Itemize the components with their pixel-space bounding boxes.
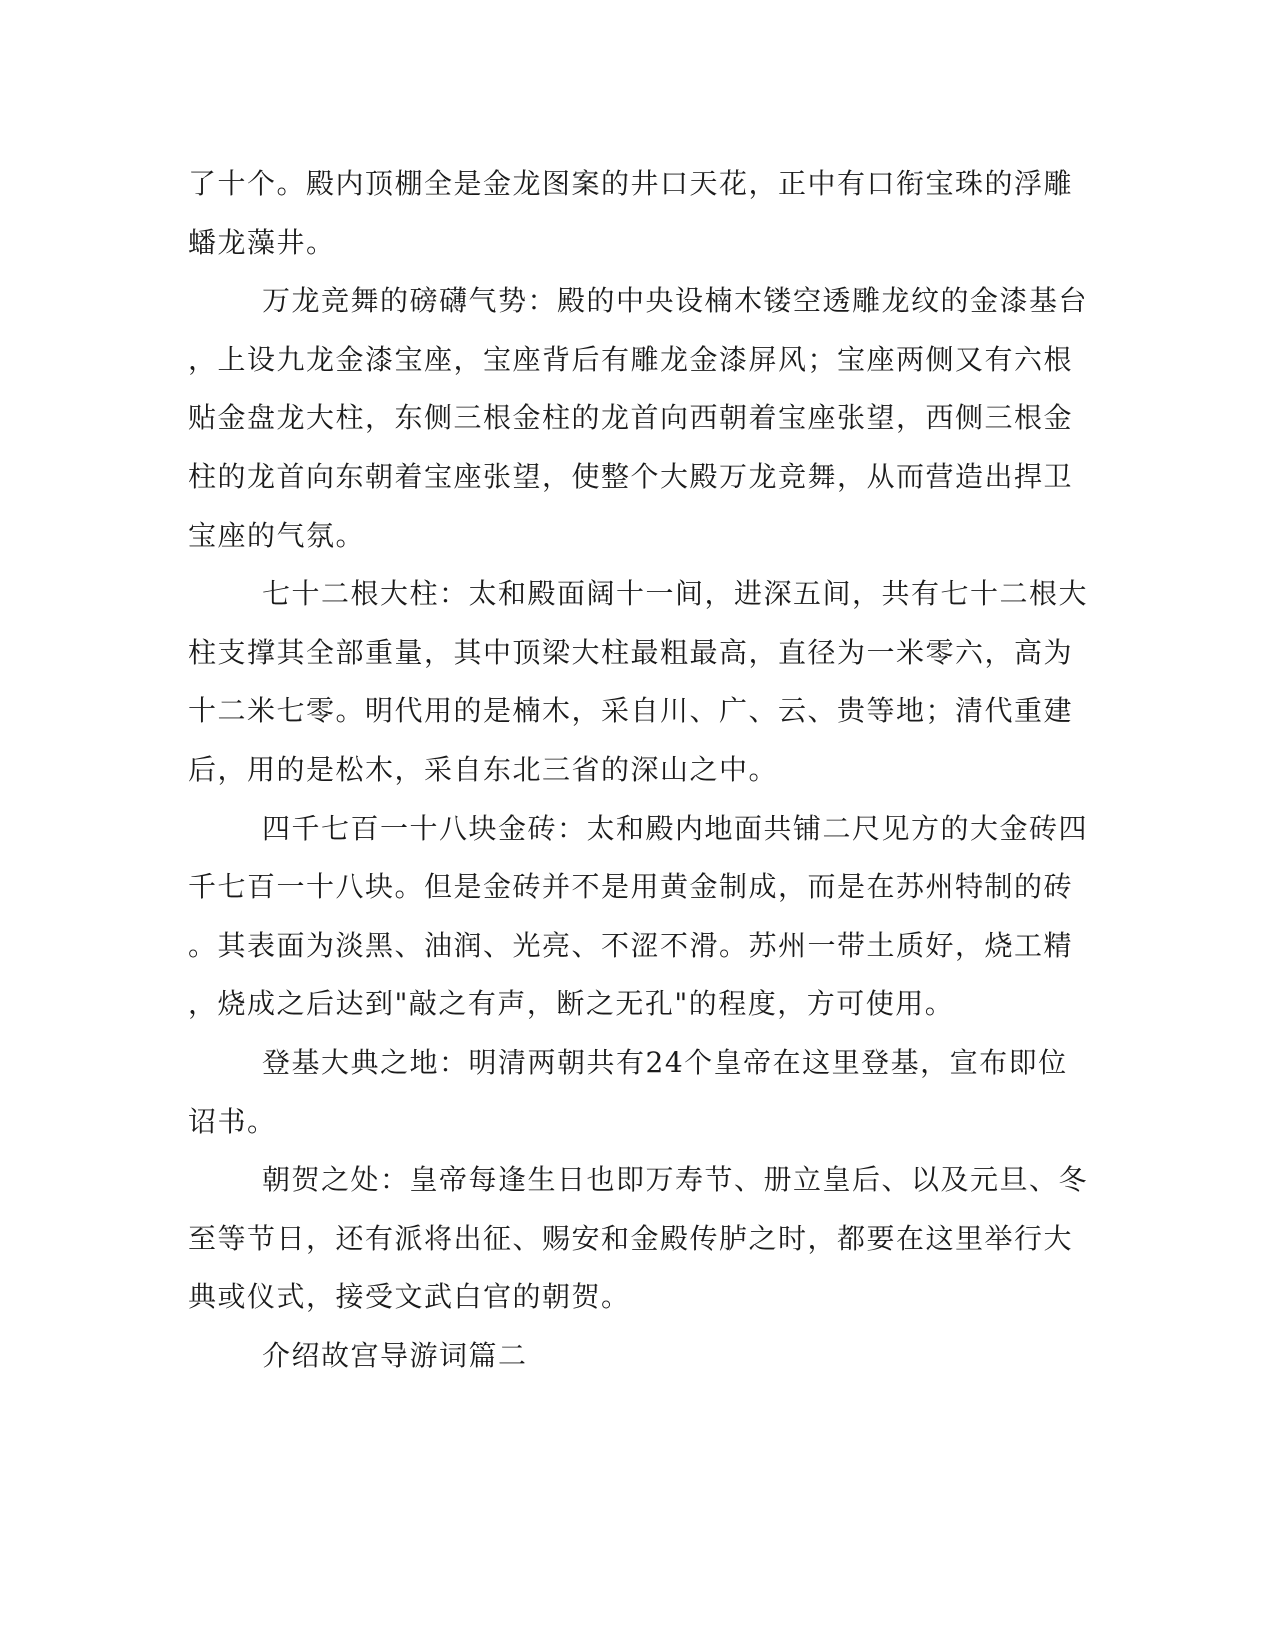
text-line: ，烧成之后达到"敲之有声，断之无孔"的程度，方可使用。 [188, 987, 955, 1021]
text-line: 了十个。殿内顶棚全是金龙图案的井口天花，正中有口衔宝珠的浮雕 [188, 167, 1074, 200]
text-line: ，上设九龙金漆宝座，宝座背后有雕龙金漆屏风；宝座两侧又有六根 [188, 342, 1074, 376]
paragraph-start-line: 万龙竞舞的磅礴气势：殿的中央设楠木镂空透雕龙纹的金漆基台 [262, 284, 1089, 318]
text-line: 蟠龙藻井。 [188, 225, 336, 259]
paragraph-start-line: 朝贺之处：皇帝每逢生日也即万寿节、册立皇后、以及元旦、冬 [262, 1163, 1089, 1197]
text-line: 千七百一十八块。但是金砖并不是用黄金制成，而是在苏州特制的砖 [188, 870, 1074, 904]
text-line: 。其表面为淡黑、油润、光亮、不涩不滑。苏州一带土质好，烧工精 [188, 928, 1074, 962]
text-line: 宝座的气氛。 [188, 518, 366, 552]
paragraph-start-line: 四千七百一十八块金砖：太和殿内地面共铺二尺见方的大金砖四 [262, 811, 1089, 845]
body-text [188, 155, 1089, 1385]
text-line: 贴金盘龙大柱，东侧三根金柱的龙首向西朝着宝座张望，西侧三根金 [188, 401, 1074, 435]
section-heading: 介绍故宫导游词篇二 [262, 1338, 528, 1372]
text-line: 典或仪式，接受文武白官的朝贺。 [188, 1280, 631, 1314]
text-line: 至等节日，还有派将出征、赐安和金殿传胪之时，都要在这里举行大 [188, 1221, 1074, 1255]
text-line: 柱的龙首向东朝着宝座张望，使整个大殿万龙竞舞，从而营造出捍卫 [188, 459, 1074, 493]
text-line: 十二米七零。明代用的是楠木，采自川、广、云、贵等地；清代重建 [188, 694, 1074, 728]
paragraph-start-line: 登基大典之地：明清两朝共有24个皇帝在这里登基，宣布即位 [262, 1045, 1068, 1079]
text-line: 柱支撑其全部重量，其中顶梁大柱最粗最高，直径为一米零六，高为 [188, 635, 1074, 669]
paragraph-start-line: 七十二根大柱：太和殿面阔十一间，进深五间，共有七十二根大 [262, 577, 1089, 611]
text-line: 后，用的是松木，采自东北三省的深山之中。 [188, 752, 779, 786]
text-line: 诏书。 [188, 1104, 277, 1138]
